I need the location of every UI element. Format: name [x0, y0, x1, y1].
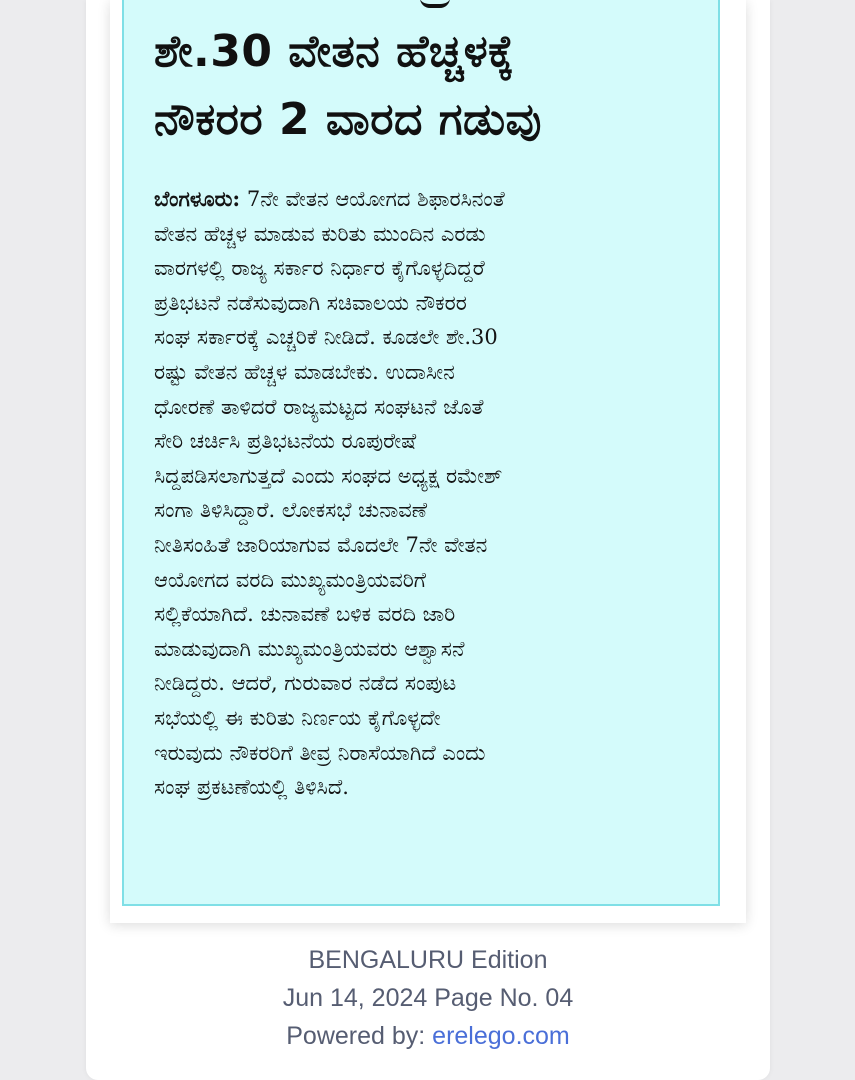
body-line-text: 7ನೇ ವೇತನ ಆಯೋಗದ ಶಿಫಾರಸಿನಂತೆ: [240, 187, 505, 211]
body-line: ಸಲ್ಲಿಕೆಯಾಗಿದೆ. ಚುನಾವಣೆ ಬಳಿಕ ವರದಿ ಜಾರಿ: [154, 602, 456, 627]
body-line: ವಾರಗಳಲ್ಲಿ ರಾಜ್ಯ ಸರ್ಕಾರ ನಿರ್ಧಾರ ಕೈಗೊಳ್ಳದಿದ್ದರೆ: [154, 256, 485, 281]
body-line: ನೀತಿಸಂಹಿತೆ ಜಾರಿಯಾಗುವ ಮೊದಲೇ 7ನೇ ವೇತನ: [154, 532, 488, 557]
body-line: ಸಂಘ ಪ್ರಕಟಣೆಯಲ್ಲಿ ತಿಳಿಸಿದೆ.: [154, 775, 349, 800]
edition-label: BENGALURU Edition: [308, 946, 548, 974]
powered-by-label: Powered by:: [286, 1022, 433, 1050]
body-line: ನೀಡಿದ್ದರು. ಆದರೆ, ಗುರುವಾರ ನಡೆದ ಸಂಪುಟ: [154, 671, 457, 696]
body-line: ಆಯೋಗದ ವರದಿ ಮುಖ್ಯಮಂತ್ರಿಯವರಿಗೆ: [154, 567, 426, 592]
body-line: ಸಂಗಾ ತಿಳಿಸಿದ್ದಾರೆ. ಲೋಕಸಭೆ ಚುನಾವಣೆ: [154, 498, 428, 523]
body-line: ಸಂಘ ಸರ್ಕಾರಕ್ಕೆ ಎಚ್ಚರಿಕೆ ನೀಡಿದೆ. ಕೂಡಲೇ ಶೇ.30: [154, 325, 498, 350]
powered-by: [86, 1022, 770, 1051]
erelego-link[interactable]: erelego.com: [432, 1022, 570, 1050]
article-headline: [154, 18, 714, 154]
body-line: ವೇತನ ಹೆಚ್ಚಳ ಮಾಡುವ ಕುರಿತು ಮುಂದಿನ ಎರಡು: [154, 221, 486, 246]
body-line: ಸಭೆಯಲ್ಲಿ ಈ ಕುರಿತು ನಿರ್ಣಯ ಕೈಗೊಳ್ಳದೇ: [154, 705, 441, 730]
headline-line-2: ನೌಕರರ 2 ವಾರದ ಗಡುವು: [154, 94, 542, 145]
body-line: ಪ್ರತಿಭಟನೆ ನಡೆಸುವುದಾಗಿ ಸಚಿವಾಲಯ ನೌಕರರ: [154, 290, 467, 315]
date-page-label: Jun 14, 2024 Page No. 04: [282, 984, 574, 1012]
cut-off-text-fragment: [420, 0, 450, 8]
body-line: ಮಾಡುವುದಾಗಿ ಮುಖ್ಯಮಂತ್ರಿಯವರು ಆಶ್ವಾಸನೆ: [154, 636, 465, 661]
body-line: [154, 182, 694, 217]
article-body: [154, 182, 694, 805]
newspaper-clipping[interactable]: [122, 0, 720, 906]
body-line: ಸೇರಿ ಚರ್ಚಿಸಿ ಪ್ರತಿಭಟನೆಯ ರೂಪುರೇಷೆ: [154, 429, 417, 454]
body-line: ಇರುವುದು ನೌಕರರಿಗೆ ತೀವ್ರ ನಿರಾಸೆಯಾಗಿದೆ ಎಂದು: [154, 740, 486, 765]
body-line: ರಷ್ಟು ವೇತನ ಹೆಚ್ಚಳ ಮಾಡಬೇಕು. ಉದಾಸೀನ: [154, 359, 455, 384]
headline-line-1: ಶೇ.30 ವೇತನ ಹೆಚ್ಚಳಕ್ಕೆ: [154, 26, 515, 77]
body-line: ಧೋರಣೆ ತಾಳಿದರೆ ರಾಜ್ಯಮಟ್ಟದ ಸಂಘಟನೆ ಜೊತೆ: [154, 394, 484, 419]
body-line: ಸಿದ್ದಪಡಿಸಲಾಗುತ್ತದೆ ಎಂದು ಸಂಘದ ಅಧ್ಯಕ್ಷ ರಮೇಶ್: [154, 463, 503, 488]
article-dateline: ಬೆಂಗಳೂರು:: [154, 186, 241, 211]
